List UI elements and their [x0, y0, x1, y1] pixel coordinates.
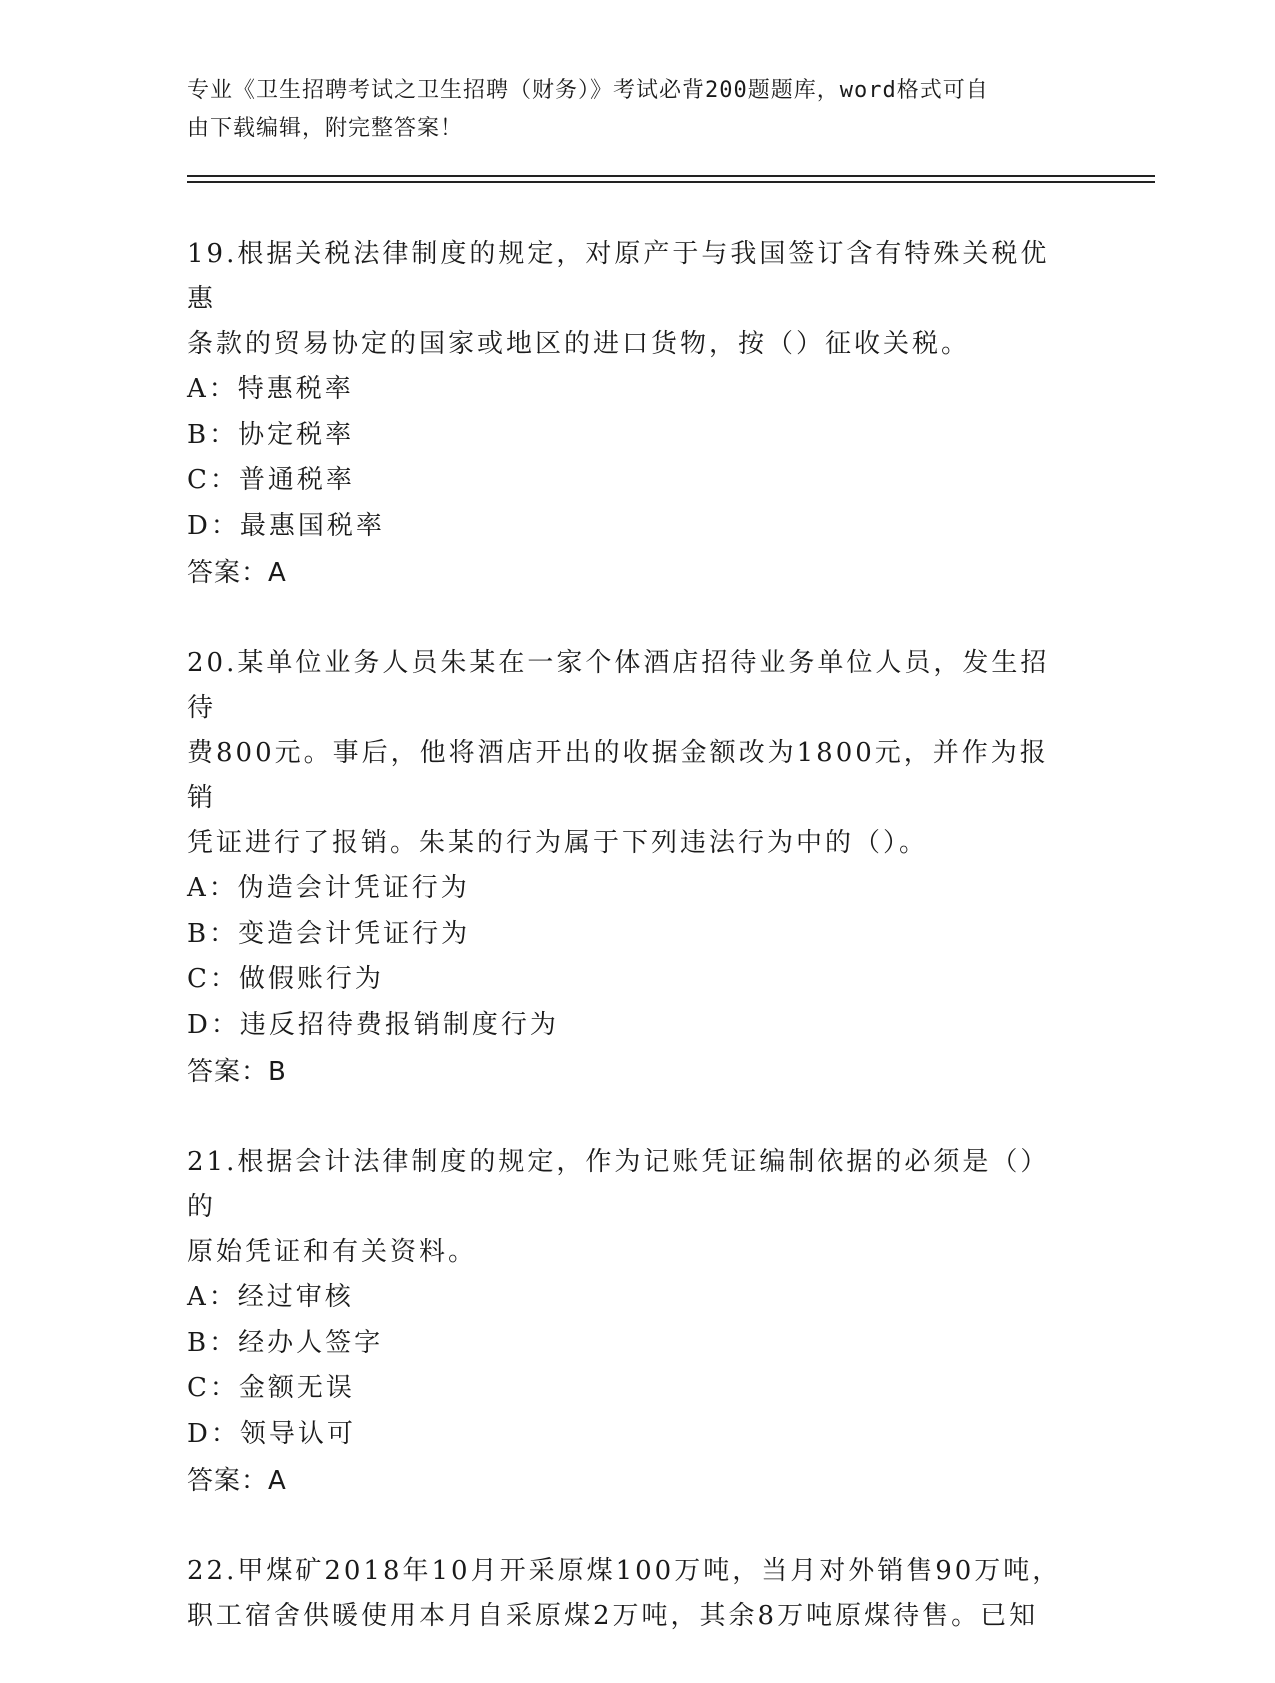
option-d: D：违反招待费报销制度行为	[187, 1009, 559, 1040]
question-item	[187, 1140, 1077, 1505]
document-header	[187, 72, 1067, 148]
answer-text: 答案：A	[187, 558, 287, 588]
question-stem-line: 21.根据会计法律制度的规定，作为记账凭证编制依据的必须是（）的	[187, 1147, 1050, 1222]
option-b: B：经办人签字	[187, 1327, 384, 1358]
option-list	[187, 367, 1077, 549]
option-d: D：领导认可	[187, 1418, 356, 1449]
header-line-1: 专业《卫生招聘考试之卫生招聘（财务）》考试必背200题题库，word格式可自	[187, 78, 989, 103]
question-stem-line: 条款的贸易协定的国家或地区的进口货物，按（）征收关税。	[187, 329, 971, 359]
question-stem	[187, 1140, 1077, 1275]
question-stem-line: 22.甲煤矿2018年10月开采原煤100万吨，当月对外销售90万吨，	[187, 1556, 1062, 1586]
option-c: C：金额无误	[187, 1373, 355, 1403]
question-stem-line: 职工宿舍供暖使用本月自采原煤2万吨，其余8万吨原煤待售。已知	[187, 1601, 1039, 1631]
option-list	[187, 1275, 1077, 1457]
option-c: C：普通税率	[187, 465, 355, 495]
answer-text: 答案：A	[187, 1466, 287, 1496]
question-stem-line: 20.某单位业务人员朱某在一家个体酒店招待业务单位人员，发生招待	[187, 648, 1050, 723]
question-stem-line: 凭证进行了报销。朱某的行为属于下列违法行为中的（）。	[187, 828, 929, 858]
question-stem	[187, 232, 1077, 367]
question-item	[187, 641, 1077, 1096]
question-stem	[187, 1549, 1077, 1639]
option-list	[187, 866, 1077, 1048]
option-b: B：变造会计凭证行为	[187, 918, 471, 949]
question-stem	[187, 641, 1077, 866]
question-list	[187, 232, 1077, 1683]
question-item	[187, 232, 1077, 597]
answer-text: 答案：B	[187, 1057, 287, 1087]
option-b: B：协定税率	[187, 419, 355, 450]
question-stem-line: 19.根据关税法律制度的规定，对原产于与我国签订含有特殊关税优惠	[187, 239, 1050, 314]
header-divider-bottom	[187, 181, 1155, 183]
header-divider-top	[187, 175, 1155, 177]
question-stem-line: 费800元。事后，他将酒店开出的收据金额改为1800元，并作为报销	[187, 738, 1049, 813]
option-a: A：经过审核	[187, 1282, 354, 1312]
option-d: D：最惠国税率	[187, 510, 385, 541]
option-a: A：伪造会计凭证行为	[187, 873, 470, 903]
option-a: A：特惠税率	[187, 374, 354, 404]
header-line-2: 由下载编辑，附完整答案！	[187, 116, 464, 141]
question-stem-line: 原始凭证和有关资料。	[187, 1237, 478, 1267]
question-item	[187, 1549, 1077, 1639]
option-c: C：做假账行为	[187, 964, 384, 994]
